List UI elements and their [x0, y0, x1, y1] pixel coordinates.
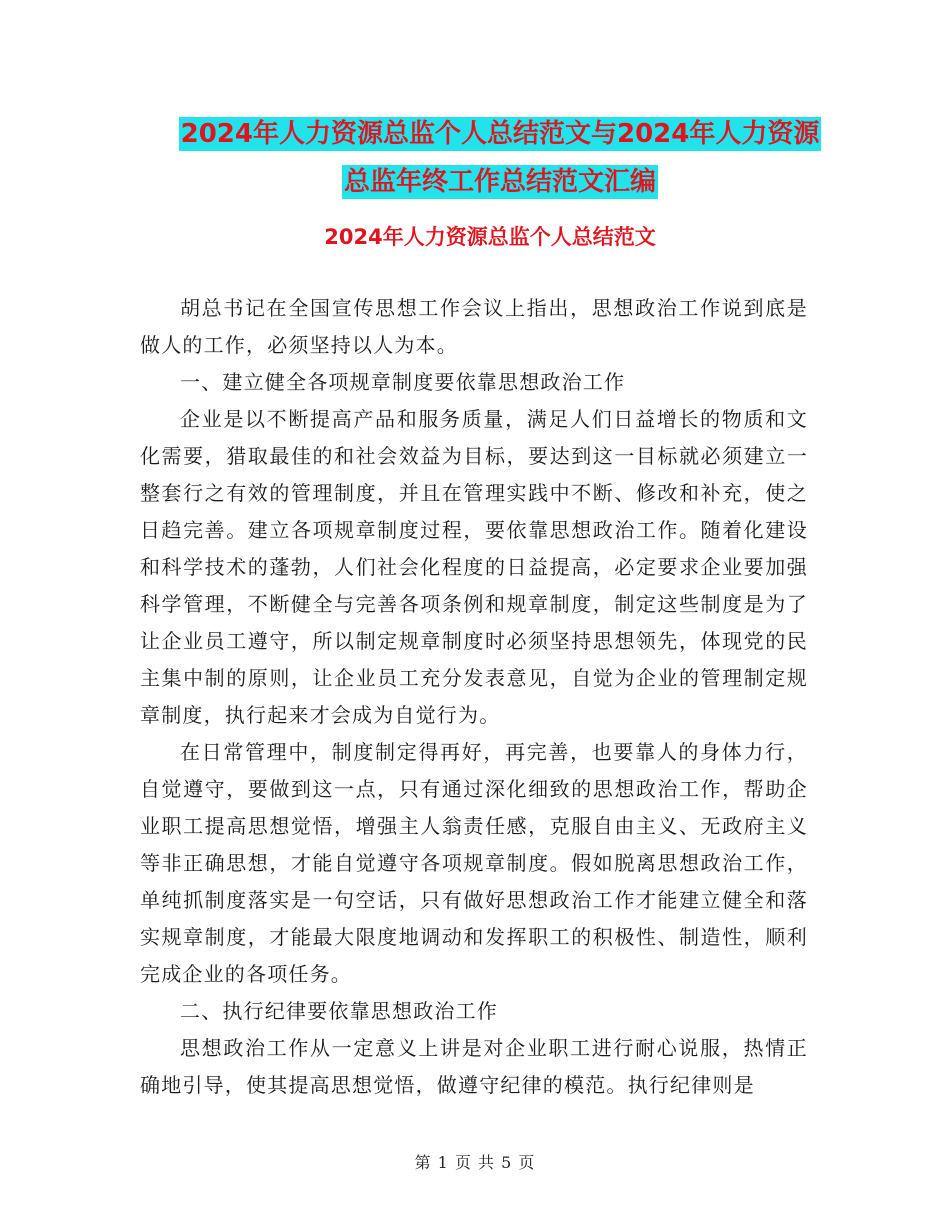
heading-two: 二、执行纪律要依靠思想政治工作 [180, 999, 498, 1023]
document-title [140, 110, 860, 206]
document-title-line-2: 总监年终工作总结范文汇编 [343, 167, 656, 197]
paragraph: 企业是以不断提高产品和服务质量，满足人们日益增长的物质和文化需要，猎取最佳的和社会效益为目标，要达到这一目标就必须建立一整套行之有效的管理制度，并且在管理实践中不断、修改和补充，使之日趋完善。建立各项规章制度过程，要依靠思想政治工作。随着化建设和科学技术的蓬勃，人们社会化程度的日益提高，必定要求企业要加强科学管理，不断健全与完善各项条例和规章制度，制定这些制度是为了让企业员工遵守，所以制定规章制度时必须坚持思想领先，体现党的民主集中制的原则，让企业员工充分发表意见，自觉为企业的管理制定规章制度，执行起来才会成为自觉行为。 [140, 407, 808, 727]
document-body [140, 290, 808, 1104]
section-title: 2024年人力资源总监个人总结范文 [324, 225, 656, 249]
document-title-line-1: 2024年人力资源总监个人总结范文与2024年人力资源 [180, 119, 820, 149]
paragraph: 在日常管理中，制度制定得再好，再完善，也要靠人的身体力行，自觉遵守，要做到这一点，只有通过深化细致的思想政治工作，帮助企业职工提高思想觉悟，增强主人翁责任感，克服自由主义、无政府主义等非正确思想，才能自觉遵守各项规章制度。假如脱离思想政治工作，单纯抓制度落实是一句空话，只有做好思想政治工作才能建立健全和落实规章制度，才能最大限度地调动和发挥职工的积极性、制造性，顺利完成企业的各项任务。 [140, 740, 808, 986]
paragraph: 思想政治工作从一定意义上讲是对企业职工进行耐心说服，热情正确地引导，使其提高思想觉悟，做遵守纪律的模范。执行纪律则是 [140, 1036, 808, 1097]
page-footer: 第 1 页 共 5 页 [414, 1153, 536, 1172]
heading-one: 一、建立健全各项规章制度要依靠思想政治工作 [180, 370, 626, 394]
paragraph-intro: 胡总书记在全国宣传思想工作会议上指出，思想政治工作说到底是做人的工作，必须坚持以人为本。 [140, 296, 808, 357]
